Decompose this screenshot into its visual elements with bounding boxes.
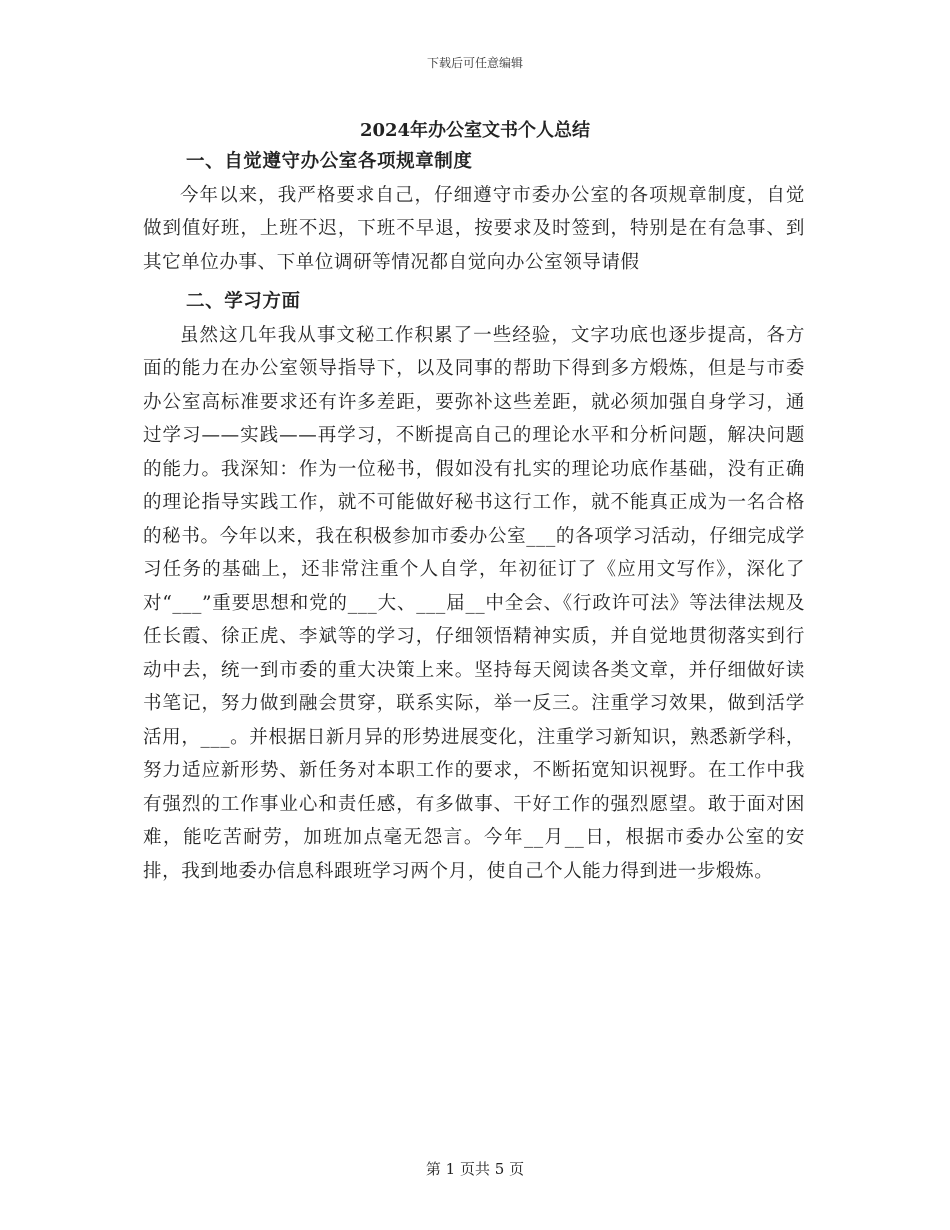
section-paragraph: 虽然这几年我从事文秘工作积累了一些经验，文字功底也逐步提高，各方面的能力在办公室领导指导下，以及同事的帮助下得到多方煅炼，但是与市委办公室高标准要求还有许多差距，要弥补这些差距，就必须加强自身学习，通过学习——实践——再学习，不断提高自己的理论水平和分析问题，解决问题的能力。我深知：作为一位秘书，假如没有扎实的理论功底作基础，没有正确的理论指导实践工作，就不可能做好秘书这行工作，就不能真正成为一名合格的秘书。今年以来，我在积极参加市委办公室___的各项学习活动，仔细完成学习任务的基础上，还非常注重个人自学，年初征订了《应用文写作》，深化了对“___”重要思想和党的___大、___届__中全会、《行政许可法》等法律法规及任长霞、徐正虎、李斌等的学习，仔细领悟精神实质，并自觉地贯彻落实到行动中去，统一到市委的重大决策上来。坚持每天阅读各类文章，并仔细做好读书笔记，努力做到融会贯穿，联系实际，举一反三。注重学习效果，做到活学活用，___。并根据日新月异的形势进展变化，注重学习新知识，熟悉新学科，努力适应新形势、新任务对本职工作的要求，不断拓宽知识视野。在工作中我有强烈的工作事业心和责任感，有多做事、干好工作的强烈愿望。敢于面对困难，能吃苦耐劳，加班加点毫无怨言。今年__月__日，根据市委办公室的安排，我到地委办信息科跟班学习两个月，使自己个人能力得到进一步煅炼。 [143, 324, 805, 882]
page-footer-indicator: 第 1 页共 5 页 [425, 1160, 525, 1178]
document-body [143, 145, 805, 888]
section-heading: 一、自觉遵守办公室各项规章制度 [186, 151, 473, 172]
section-paragraph: 今年以来，我严格要求自己，仔细遵守市委办公室的各项规章制度，自觉做到值好班，上班不迟，下班不早退，按要求及时签到，特别是在有急事、到其它单位办事、下单位调研等情况都自觉向办公室领导请假 [143, 184, 805, 273]
section-study [143, 285, 805, 888]
page-header-note: 下载后可任意编辑 [426, 56, 523, 70]
document-title: 2024年办公室文书个人总结 [359, 120, 591, 141]
section-rules [143, 145, 805, 279]
section-heading: 二、学习方面 [186, 291, 301, 312]
